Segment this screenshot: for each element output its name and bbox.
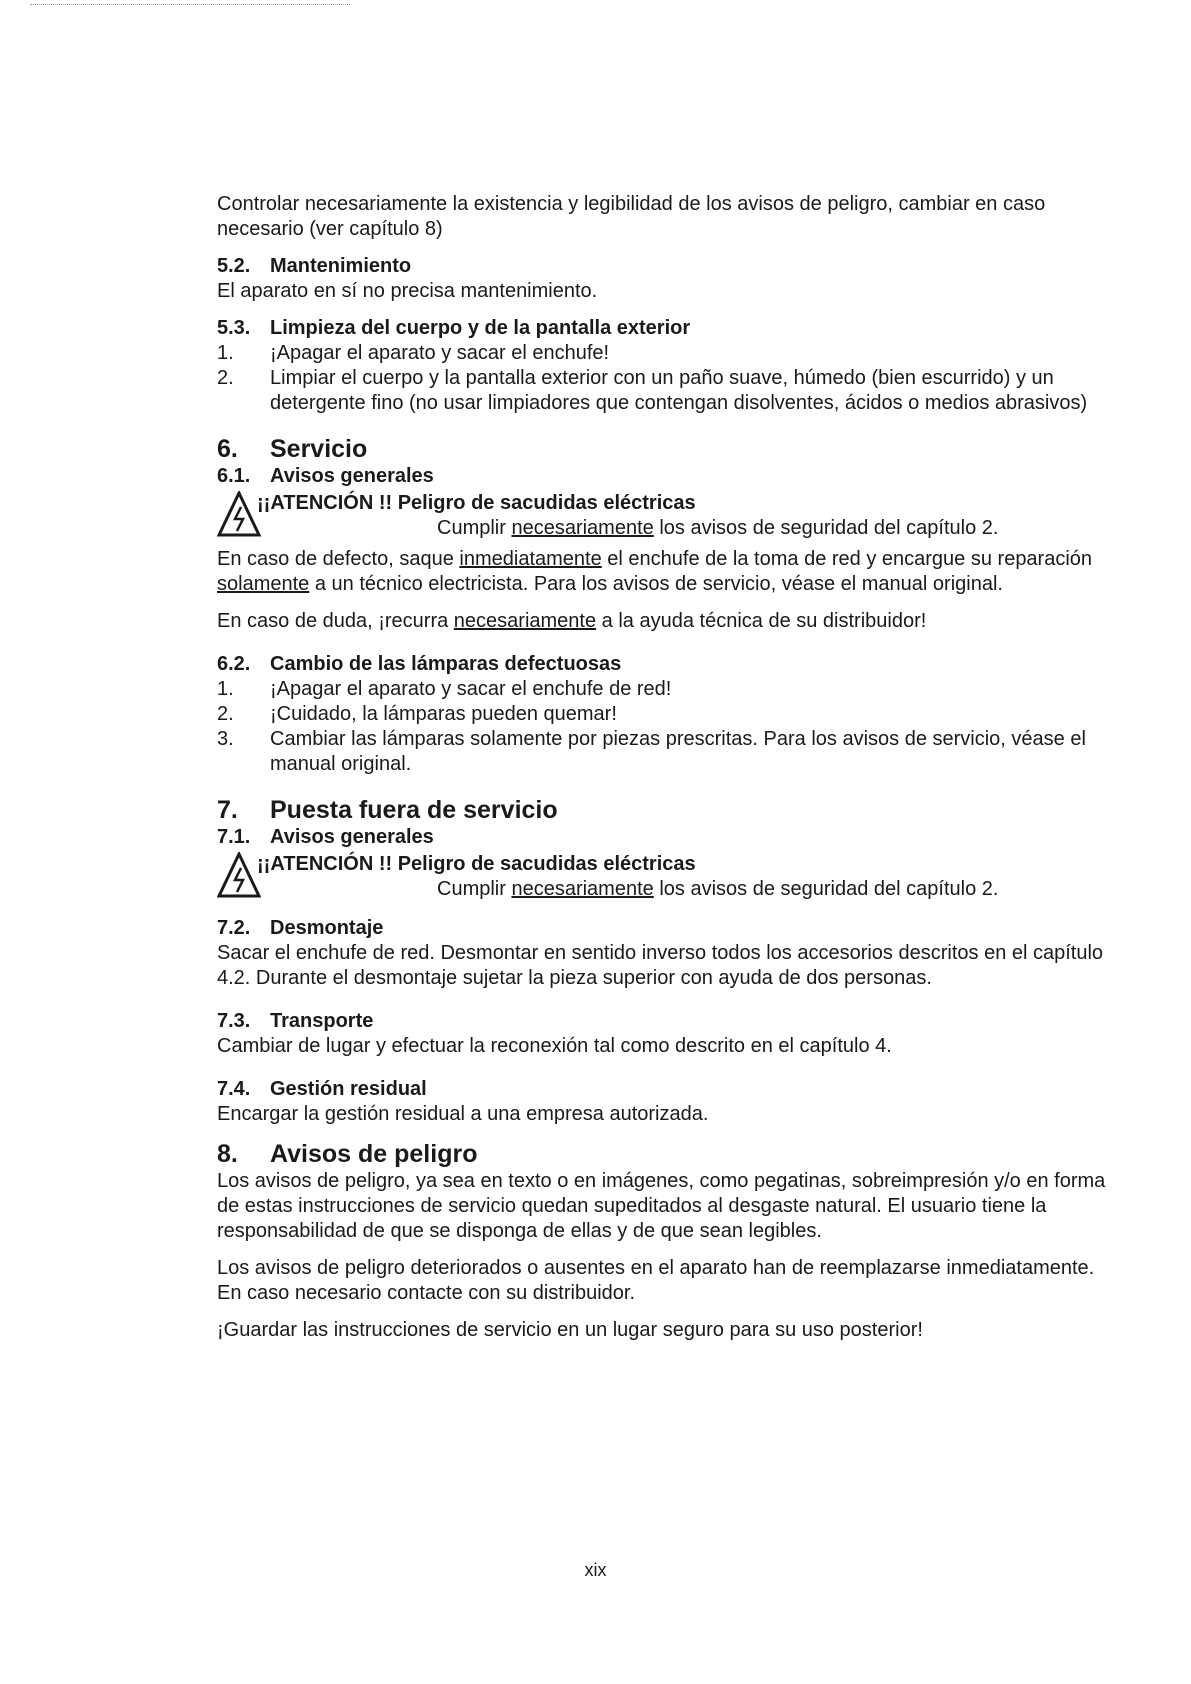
defect-paragraph: En caso de defecto, saque inmediatamente el enchufe de la toma de red y encargue su reparación solamente a un técnico electricista. Para los avisos de servicio, véase el manual original. (217, 548, 1093, 595)
warning-triangle-icon (217, 491, 261, 537)
list-item: 2. Limpiar el cuerpo y la pantalla exterior con un paño suave, húmedo (bien escurrido) y un detergente fino (no usar limpiadores que contengan disolventes, ácidos o medios abrasivos) (217, 367, 1088, 414)
list-item: 3. Cambiar las lámparas solamente por piezas prescritas. Para los avisos de servicio, véase el manual original. (217, 728, 1086, 775)
scan-artifact (30, 4, 350, 6)
intro-paragraph: Controlar necesariamente la existencia y legibilidad de los avisos de peligro, cambiar en caso necesario (ver capítulo 8) (217, 193, 1046, 240)
disposal-text: Encargar la gestión residual a una empresa autorizada. (217, 1103, 709, 1125)
warning-title: ¡¡ATENCIÓN !! Peligro de sacudidas eléctricas (257, 853, 696, 875)
heading-7-3: 7.3. Transporte (217, 1010, 374, 1032)
heading-7-2: 7.2. Desmontaje (217, 917, 384, 939)
dismount-text: Sacar el enchufe de red. Desmontar en sentido inverso todos los accesorios descritos en el capítulo 4.2. Durante el desmontaje sujetar la pieza superior con ayuda de dos personas. (217, 942, 1104, 989)
heading-5-3: 5.3. Limpieza del cuerpo y de la pantalla exterior (217, 317, 691, 339)
heading-7-1: 7.1. Avisos generales (217, 826, 434, 848)
heading-6-1: 6.1. Avisos generales (217, 465, 434, 487)
cleaning-steps (217, 341, 1107, 416)
transport-text: Cambiar de lugar y efectuar la reconexión tal como descrito en el capítulo 4. (217, 1035, 892, 1057)
heading-6-2: 6.2. Cambio de las lámparas defectuosas (217, 653, 622, 675)
danger-notice-paragraph-2: Los avisos de peligro deteriorados o ausentes en el aparato han de reemplazarse inmediatamente. En caso necesario contacte con su distribuidor. (217, 1257, 1095, 1304)
danger-notice-paragraph-3: ¡Guardar las instrucciones de servicio en un lugar seguro para su uso posterior! (217, 1319, 923, 1341)
heading-6: 6. Servicio (217, 435, 368, 463)
heading-8: 8. Avisos de peligro (217, 1140, 478, 1168)
lamp-steps (217, 677, 1107, 777)
heading-7-4: 7.4. Gestión residual (217, 1078, 427, 1100)
list-item: 2. ¡Cuidado, la lámparas pueden quemar! (217, 703, 617, 725)
maintenance-text: El aparato en sí no precisa mantenimiento. (217, 280, 598, 302)
warning-body: Cumplir necesariamente los avisos de seguridad del capítulo 2. (437, 517, 999, 539)
heading-5-2: 5.2. Mantenimiento (217, 255, 412, 277)
list-item: 1. ¡Apagar el aparato y sacar el enchufe de red! (217, 678, 672, 700)
heading-7: 7. Puesta fuera de servicio (217, 796, 558, 824)
danger-notice-paragraph-1: Los avisos de peligro, ya sea en texto o en imágenes, como pegatinas, sobreimpresión y/o en forma de estas instrucciones de servicio quedan supeditados al desgaste natural. El usuario tiene la responsabilidad de que se disponga de ellas y de que sean legibles. (217, 1170, 1106, 1242)
list-item: 1. ¡Apagar el aparato y sacar el enchufe! (217, 342, 610, 364)
document-body (217, 192, 1107, 1355)
doubt-paragraph: En caso de duda, ¡recurra necesariamente a la ayuda técnica de su distribuidor! (217, 610, 927, 632)
electric-warning-7-1 (217, 852, 1107, 902)
warning-triangle-icon (217, 852, 261, 898)
page-number: xix (584, 1560, 607, 1580)
electric-warning-6-1 (217, 491, 1107, 541)
warning-body: Cumplir necesariamente los avisos de seguridad del capítulo 2. (437, 878, 999, 900)
warning-title: ¡¡ATENCIÓN !! Peligro de sacudidas eléctricas (257, 492, 696, 514)
